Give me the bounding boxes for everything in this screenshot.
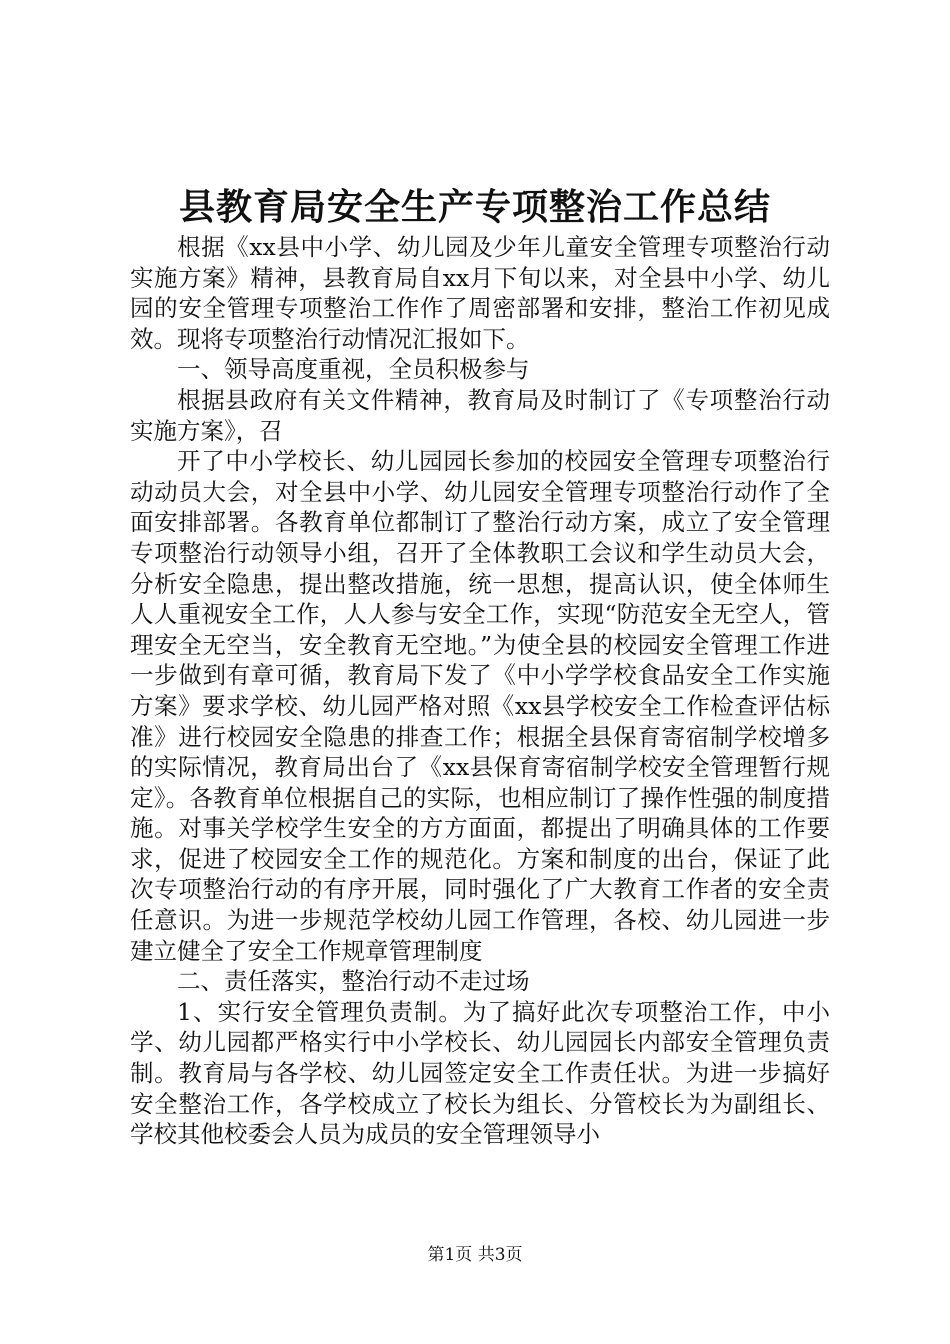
paragraph-intro: 根据《xx县中小学、幼儿园及少年儿童安全管理专项整治行动实施方案》精神，县教育局自xx月下旬以来，对全县中小学、幼儿园的安全管理专项整治工作作了周密部署和安排，整治工作初见成效。现将专项整治行动情况汇报如下。 — [130, 233, 830, 353]
page-number-footer: 第1页 共3页 — [427, 1245, 523, 1265]
paragraph-responsibility: 1、实行安全管理负责制。为了搞好此次专项整治工作，中小学、幼儿园都严格实行中小学校长、幼儿园园长内部安全管理负责制。教育局与各学校、幼儿园签定安全工作责任状。为进一步搞好安全整治工作，各学校成立了校长为组长、分管校长为为副组长、学校其他校委会人员为成员的安全管理领导小 — [130, 997, 830, 1149]
paragraph-mobilization: 开了中小学校长、幼儿园园长参加的校园安全管理专项整治行动动员大会，对全县中小学、幼儿园安全管理专项整治行动作了全面安排部署。各教育单位都制订了整治行动方案，成立了安全管理专项整治行动领导小组，召开了全体教职工会议和学生动员大会，分析安全隐患，提出整改措施，统一思想，提高认识，使全体师生人人重视安全工作，人人参与安全工作，实现“防范安全无空人，管理安全无空当，安全教育无空地。”为使全县的校园安全管理工作进一步做到有章可循，教育局下发了《中小学学校食品安全工作实施方案》要求学校、幼儿园严格对照《xx县学校安全工作检查评估标准》进行校园安全隐患的排查工作；根据全县保育寄宿制学校增多的实际情况，教育局出台了《xx县保育寄宿制学校安全管理暂行规定》。各教育单位根据自己的实际，也相应制订了操作性强的制度措施。对事关学校学生安全的方方面面，都提出了明确具体的工作要求，促进了校园安全工作的规范化。方案和制度的出台，保证了此次专项整治行动的有序开展，同时强化了广大教育工作者的安全责任意识。为进一步规范学校幼儿园工作管理，各校、幼儿园进一步建立健全了安全工作规章管理制度 — [130, 447, 830, 965]
document-title: 县教育局安全生产专项整治工作总结 — [178, 186, 771, 228]
document-body — [130, 232, 830, 1150]
section-heading-2: 二、责任落实，整治行动不走过场 — [177, 967, 530, 996]
paragraph-policy: 根据县政府有关文件精神，教育局及时制订了《专项整治行动实施方案》，召 — [130, 385, 830, 445]
section-heading-1: 一、领导高度重视，全员积极参与 — [177, 355, 530, 384]
